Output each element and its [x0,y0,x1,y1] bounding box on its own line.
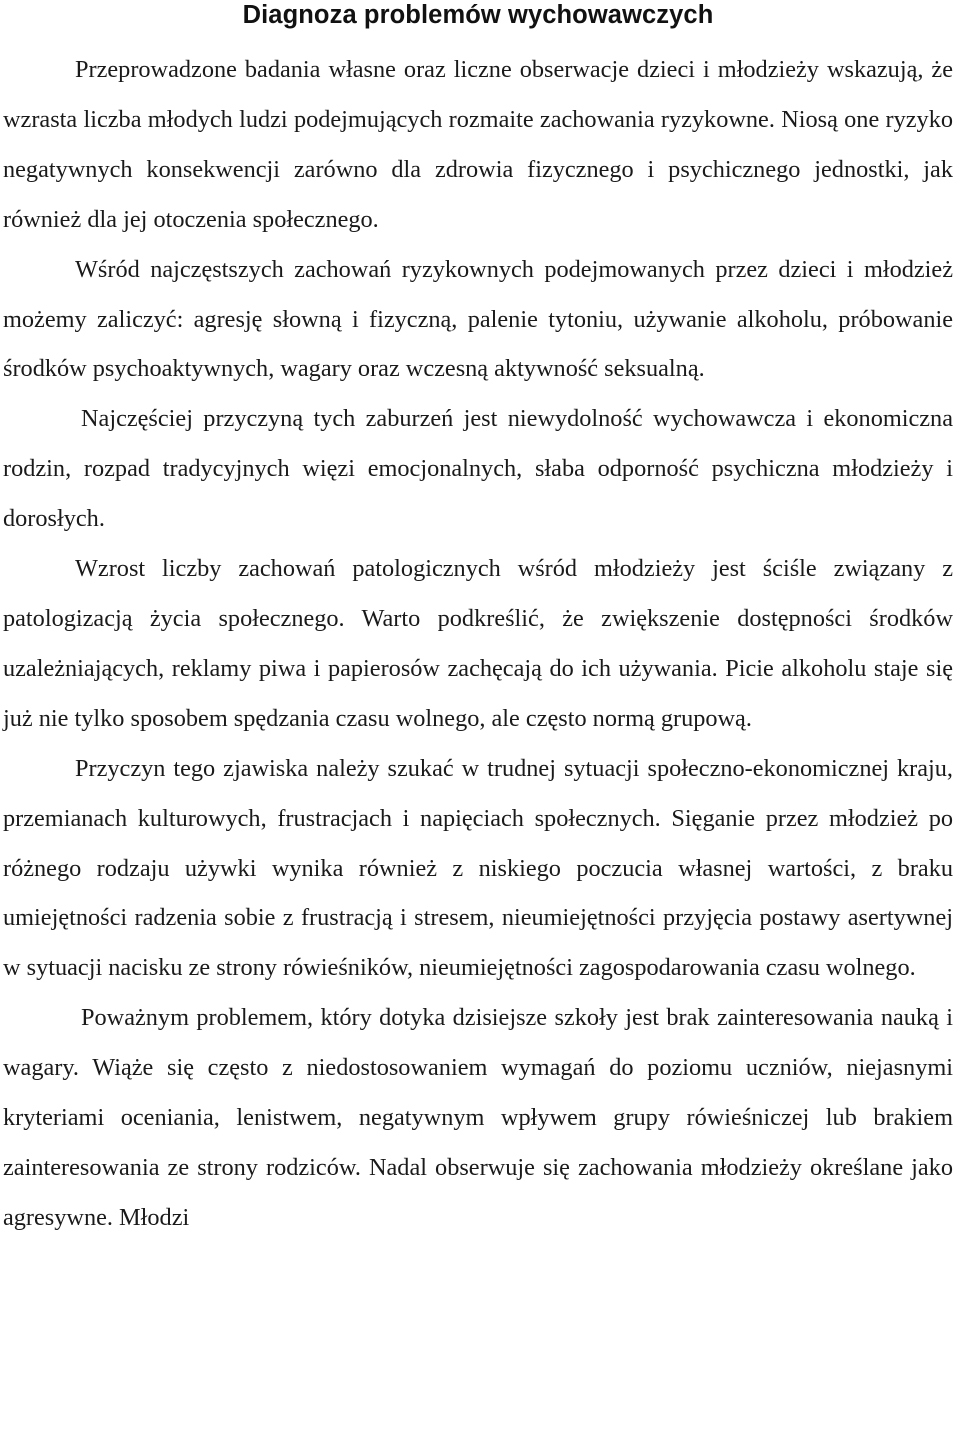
paragraph-risk-behaviors-intro: Przeprowadzone badania własne oraz liczne obserwacje dzieci i młodzieży wskazują, że wzrasta liczba młodych ludzi podejmujących rozmaite zachowania ryzykowne. Niosą one ryzyko negatywnych konsekwencji zarówno dla zdrowia fizycznego i psychicznego jednostki, jak również dla jej otoczenia społecznego. [3,56,953,233]
paragraph-common-risk-behaviors: Wśród najczęstszych zachowań ryzykownych podejmowanych przez dzieci i młodzież możemy zaliczyć: agresję słowną i fizyczną, palenie tytoniu, używanie alkoholu, próbowanie środków psychoaktywnych, wagary oraz wczesną aktywność seksualną. [3,255,953,383]
paragraph-causes-of-disorders: Najczęściej przyczyną tych zaburzeń jest niewydolność wychowawcza i ekonomiczna rodzin, rozpad tradycyjnych więzi emocjonalnych, słaba odporność psychiczna młodzieży i dorosłych. [3,405,953,533]
paragraph-pathological-behaviors: Wzrost liczby zachowań patologicznych wśród młodzieży jest ściśle związany z patologizacją życia społecznego. Warto podkreślić, że zwiększenie dostępności środków uzależniających, reklamy piwa i papierosów zachęcają do ich używania. Picie alkoholu staje się już nie tylko sposobem spędzania czasu wolnego, ale często normą grupową. [3,555,953,732]
paragraph-school-problems: Poważnym problemem, który dotyka dzisiejsze szkoły jest brak zainteresowania nauką i wagary. Wiąże się często z niedostosowaniem wymagań do poziomu uczniów, niejasnymi kryteriami oceniania, lenistwem, negatywnym wpływem grupy rówieśniczej lub brakiem zainteresowania ze strony rodziców. Nadal obserwuje się zachowania młodzieży określane jako agresywne. Młodzi [3,1004,953,1231]
paragraph-socioeconomic-causes: Przyczyn tego zjawiska należy szukać w trudnej sytuacji społeczno-ekonomicznej kraju, przemianach kulturowych, frustracjach i napięciach społecznych. Sięganie przez młodzież po różnego rodzaju używki wynika również z niskiego poczucia własnej wartości, z braku umiejętności radzenia sobie z frustracją i stresem, nieumiejętności przyjęcia postawy asertywnej w sytuacji nacisku ze strony rówieśników, nieumiejętności zagospodarowania czasu wolnego. [3,754,953,982]
document-title: Diagnoza problemów wychowawczych [242,1,714,29]
document-page [3,0,953,1243]
